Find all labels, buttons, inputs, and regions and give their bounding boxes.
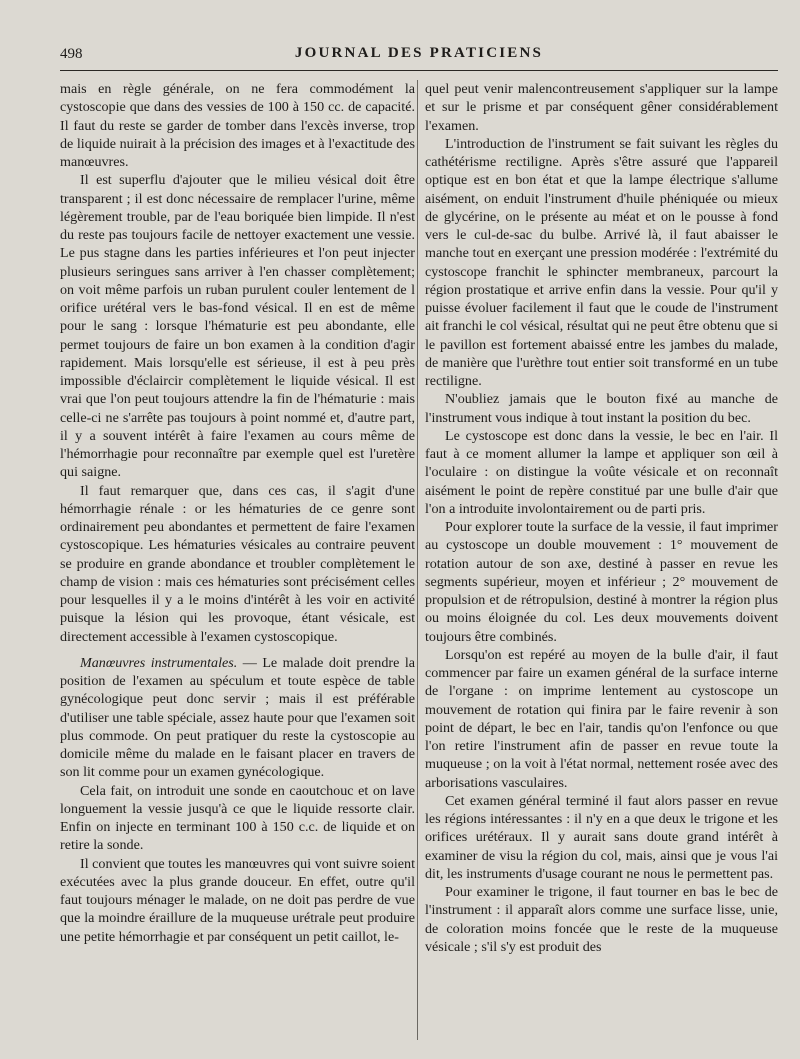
page-header	[60, 40, 778, 71]
paragraph-text: — Le malade doit prendre la position de l'examen au spéculum et toute espèce de table gynécologique peut donc servir ; mais il est préférable d'utiliser une table spéciale, assez haute pour que l'examen soit plus commode. On peut pratiquer du reste la cystoscopie au domicile même du malade en le faisant placer en travers de son lit comme pour un examen gynécologique.	[60, 654, 415, 781]
paragraph: Il faut remarquer que, dans ces cas, il s'agit d'une hémorrhagie rénale : or les hématuries de ce genre sont ordinairement peu abondantes et permettent de faire l'examen cystoscopique. Les hématuries vésicales au contraire peuvent se produire en grande abondance et troubler complètement le champ de vision : mais ces hématuries sont précisément celles pour lesquelles il y a le moins d'intérêt à les voir en activité puisque la lésion qui les provoque, étant vésicale, est directement accessible à l'examen cystoscopique.	[60, 482, 415, 645]
paragraph: Cet examen général terminé il faut alors passer en revue les régions intéressantes : il n'y en a que deux le trigone et les orifices urétéraux. Il y aurait sans doute grand intérêt à examiner de visu la région du col, mais, ainsi que je vous l'ai dit, les instruments d'usage courant ne nous le permettent pas.	[425, 792, 778, 882]
paragraph: N'oubliez jamais que le bouton fixé au manche de l'instrument vous indique à tout instant la position du bec.	[425, 391, 778, 426]
paragraph: Il convient que toutes les manœuvres qui vont suivre soient exécutées avec la plus grande douceur. En effet, outre qu'il faut toujours ménager le malade, on ne doit pas perdre de vue que la moindre éraillure de la muqueuse urétrale peut produire une petite hémorrhagie et par conséquent un petit caillot, le-	[60, 855, 415, 945]
running-title: JOURNAL DES PRATICIENS	[294, 45, 544, 61]
paragraph: L'introduction de l'instrument se fait suivant les règles du cathétérisme rectiligne. Après s'être assuré que l'appareil optique est en bon état et que la lampe électrique s'allume aisément, on enduit l'instrument d'huile phéniquée ou mieux de glycérine, on le présente au méat et on le pousse à fond vers le cul-de-sac du bulbe. Arrivé là, il faut abaisser le manche tout en exerçant une pression modérée : l'extrémité du cystoscope franchit le sphincter membraneux, parcourt la région prostatique et arrive enfin dans la vessie. Pour qu'il y puisse évoluer facilement il faut que le coude de l'instrument ait franchi le col vésical, résultat qui ne peut être obtenu que si le pavillon est fortement abaissé entre les jambes du malade, de manière que l'urèthre tout entier soit transformé en un tube rectiligne.	[425, 135, 778, 389]
section-title: Manœuvres instrumentales.	[80, 654, 238, 671]
paragraph: Le cystoscope est donc dans la vessie, le bec en l'air. Il faut à ce moment allumer la lampe et appliquer son œil à l'oculaire : on distingue la voûte vésicale et on reconnaît aisément le point de repère constitué par une bulle d'air que l'on a introduite involontairement ou de parti pris.	[425, 427, 778, 517]
paragraph: Lorsqu'on est repéré au moyen de la bulle d'air, il faut commencer par faire un examen général de la surface interne de l'organe : on imprime lentement au cystoscope un mouvement de rotation qui finira par le faire revenir à son point de départ, le bec en l'air, tandis qu'on l'enfonce ou que l'on retire l'instrument afin de passer en revue toute la muqueuse ; on la voit à l'état normal, nettement rosée avec des arborisations vasculaires.	[425, 646, 778, 791]
page-number: 498	[60, 46, 83, 62]
left-column	[60, 80, 415, 946]
paragraph: mais en règle générale, on ne fera commodément la cystoscopie que dans des vessies de 100 à 150 cc. de capacité. Il faut du reste se garder de tomber dans l'excès inverse, trop de liquide nuirait à la précision des images et à l'exactitude des manœuvres.	[60, 81, 415, 170]
paragraph: Pour examiner le trigone, il faut tourner en bas le bec de l'instrument : il apparaît alors comme une surface lisse, unie, de coloration moins foncée que le reste de la muqueuse vésicale ; s'il s'y est produit des	[425, 884, 778, 955]
right-column	[425, 80, 778, 956]
paragraph: Il est superflu d'ajouter que le milieu vésical doit être transparent ; il est donc nécessaire de remplacer l'urine, même légèrement trouble, par de l'eau boriquée bien limpide. Il n'est du reste pas toujours facile de nettoyer exactement une vessie. Le pus stagne dans les parties inférieures et l'on peut injecter plusieurs seringues sans arriver à l'en chasser complètement; on voit même parfois un ruban purulent couler lentement de l orifice urétéral vers le bas-fond vésical. Il en est de même pour le sang : lorsque l'hématurie est peu abondante, elle permet toujours de faire un bon examen à la condition d'agir rapidement. Mais lorsqu'elle est sérieuse, il est à peu près impossible d'éclaircir complètement le liquide vésical. Il est vrai que l'on peut toujours attendre la fin de l'hématurie : mais celle-ci ne s'arrête pas toujours à point nommé et, d'autre part, il y a souvent intérêt à faire l'examen au cours même de l'hémorrhagie pour reconnaître par exemple quel est l'uretère qui saigne.	[60, 172, 415, 481]
column-divider	[417, 80, 418, 1040]
paragraph	[60, 654, 415, 782]
paragraph: Cela fait, on introduit une sonde en caoutchouc et on lave longuement la vessie jusqu'à ce que le liquide ressorte clair. Enfin on injecte en terminant 100 à 150 c.c. de liquide et on retire la sonde.	[60, 782, 415, 854]
paragraph: quel peut venir malencontreusement s'appliquer sur la lampe et sur le prisme et par conséquent gêner considérablement l'examen.	[425, 81, 778, 134]
paragraph: Pour explorer toute la surface de la vessie, il faut imprimer au cystoscope un double mouvement : 1° mouvement de rotation autour de son axe, destiné à passer en revue les segments supérieur, moyen et inférieur ; 2° mouvement de propulsion et de rétropulsion, destiné à montrer la région plus ou moins éloignée du col. Les deux mouvements doivent toujours être combinés.	[425, 519, 778, 645]
